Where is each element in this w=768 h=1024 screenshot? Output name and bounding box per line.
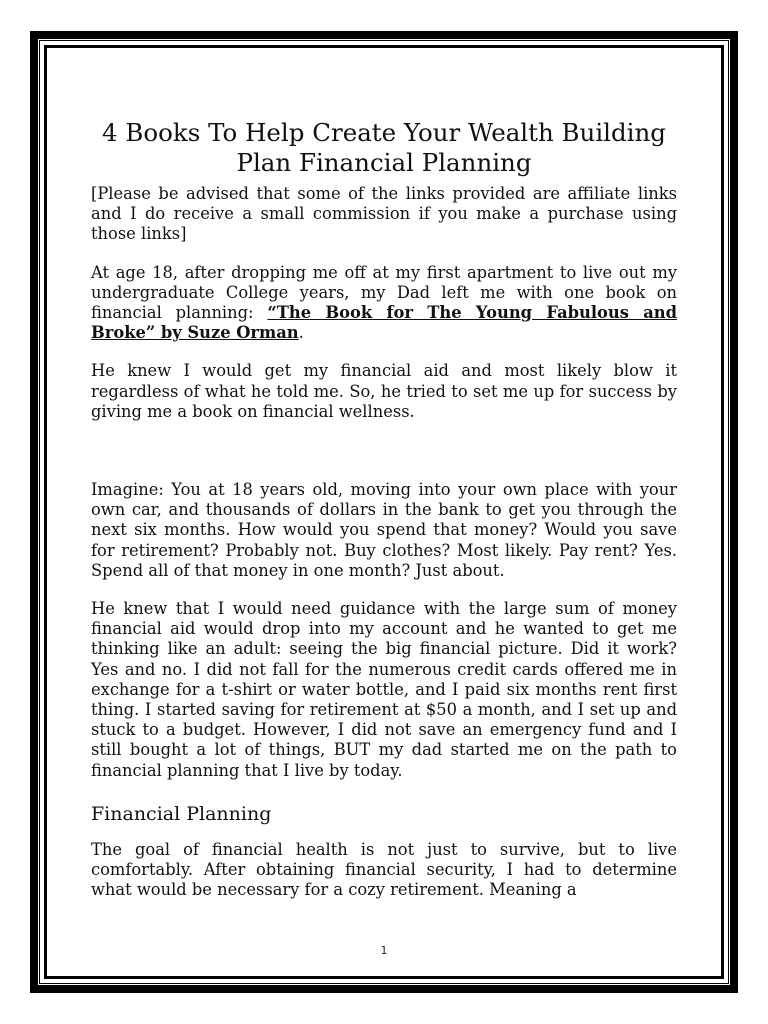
document-body — [91, 118, 677, 900]
paragraph-intro-end: . — [298, 323, 304, 343]
paragraph-guidance: He knew that I would need guidance with the large sum of money financial aid would drop into my account and he wanted to get me thinking like an adult: seeing the big financial picture. Did it work? Yes and no. I did not fall for the numerous credit cards offered me in exchange for a t-shirt or water bottle, and I paid six months rent first thing. I started saving for retirement at $50 a month, and I set up and stuck to a budget. However, I did not save an emergency fund and I still bought a lot of things, BUT my dad started me on the path to financial planning that I live by today. — [91, 599, 677, 780]
paragraph-financial-aid: He knew I would get my financial aid and most likely blow it regardless of what he told me. So, he tried to set me up for success by giving me a book on financial wellness. — [91, 361, 677, 421]
paragraph-intro-text: At age 18, after dropping me off at my first apartment to live out my undergraduate College years, my Dad left me with one book on financial planning: — [91, 262, 677, 323]
affiliate-disclaimer: [Please be advised that some of the links provided are affiliate links and I do receive a small commission if you make a purchase using those links] — [91, 184, 677, 244]
paragraph-goal: The goal of financial health is not just to survive, but to live comfortably. After obtaining financial security, I had to determine what would be necessary for a cozy retirement. Meaning a — [91, 839, 677, 900]
page-number: 1 — [380, 944, 388, 957]
paragraph-intro — [91, 263, 677, 344]
book-link-suze-orman[interactable]: “The Book for The Young Fabulous and Broke” by Suze Orman — [91, 303, 677, 343]
document-title: 4 Books To Help Create Your Wealth Building Plan Financial Planning — [102, 118, 666, 177]
paragraph-imagine: Imagine: You at 18 years old, moving into your own place with your own car, and thousands of dollars in the bank to get you through the next six months. How would you spend that money? Would you save for retirement? Probably not. Buy clothes? Most likely. Pay rent? Yes. Spend all of that money in one month? Just about. — [91, 480, 677, 580]
section-heading-financial-planning: Financial Planning — [91, 802, 272, 825]
